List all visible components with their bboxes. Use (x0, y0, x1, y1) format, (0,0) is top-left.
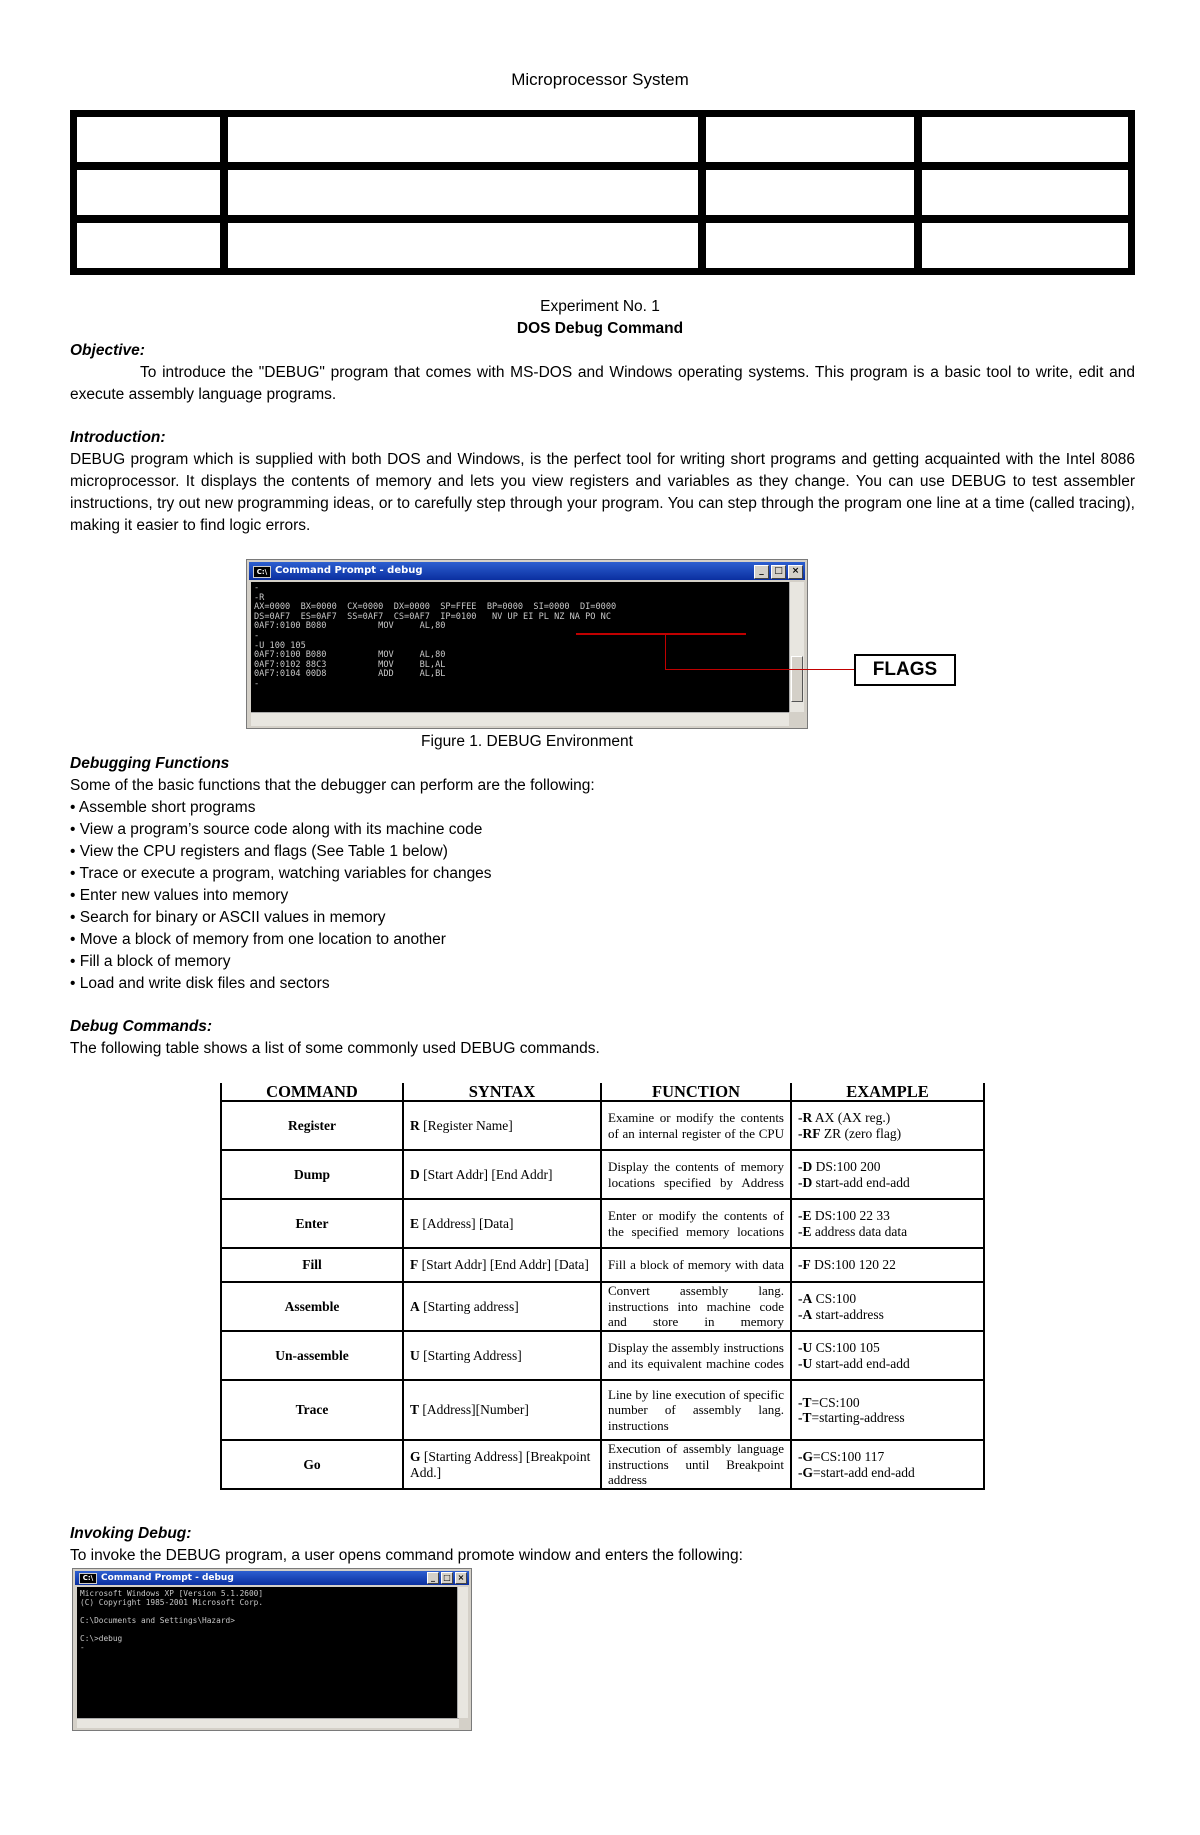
introduction-heading: Introduction: (70, 429, 166, 446)
info-cell (228, 223, 698, 268)
column-header: EXAMPLE (791, 1083, 984, 1101)
table-row (221, 1440, 984, 1489)
column-header: FUNCTION (601, 1083, 791, 1101)
info-cell (228, 117, 698, 162)
console-title: Command Prompt - debug (101, 1573, 234, 1583)
command-cell: Enter (221, 1199, 403, 1248)
command-cell: Trace (221, 1380, 403, 1440)
info-cell (922, 117, 1128, 162)
list-item: • Enter new values into memory (70, 887, 289, 904)
list-item: • Fill a block of memory (70, 953, 231, 970)
debug-console-window-2 (72, 1568, 472, 1731)
syntax-cell: U [Starting Address] (403, 1331, 601, 1380)
syntax-cell: D [Start Addr] [End Addr] (403, 1150, 601, 1199)
info-cell (77, 170, 220, 215)
syntax-cell: A [Starting address] (403, 1282, 601, 1331)
experiment-number: Experiment No. 1 (540, 298, 660, 315)
minimize-button[interactable]: _ (427, 1572, 439, 1584)
info-cell (77, 223, 220, 268)
info-cell (922, 170, 1128, 215)
console-title-bar (249, 562, 805, 580)
console-output: Microsoft Windows XP [Version 5.1.2600] (C) Copyright 1985-2001 Microsoft Corp. C:\Documents and Settings\Hazard> C:\>debug - (77, 1587, 459, 1718)
page-header: Microprocessor System (511, 70, 689, 89)
syntax-cell: T [Address][Number] (403, 1380, 601, 1440)
debug-commands-intro: The following table shows a list of some commonly used DEBUG commands. (70, 1040, 600, 1057)
command-cell: Un-assemble (221, 1331, 403, 1380)
invoking-heading: Invoking Debug: (70, 1525, 192, 1542)
syntax-cell: E [Address] [Data] (403, 1199, 601, 1248)
cmd-icon: C:\ (79, 1573, 97, 1584)
table-row (221, 1101, 984, 1150)
debug-commands-heading: Debug Commands: (70, 1018, 213, 1035)
function-cell: Fill a block of memory with data (601, 1248, 791, 1282)
vertical-scrollbar[interactable] (457, 1587, 468, 1718)
debug-commands-table (220, 1083, 985, 1490)
objective-text: To introduce the "DEBUG" program that comes with MS-DOS and Windows operating systems. This program is a basic tool to write, edit and execute assembly language programs. (70, 364, 1135, 403)
info-cell (77, 117, 220, 162)
example-cell: -G=CS:100 117 -G=start-add end-add (791, 1440, 984, 1489)
info-cell (706, 170, 914, 215)
table-header-row (221, 1083, 984, 1101)
function-cell: Display the assembly instructions and its equivalent machine codes (601, 1331, 791, 1380)
introduction-text: DEBUG program which is supplied with both DOS and Windows, is the perfect tool for writing short programs and getting acquainted with the Intel 8086 microprocessor. It displays the contents of memory and lets you view registers and variables as they change. You can use DEBUG to test assembler instructions, try out new programming ideas, or to carefully step through your program. You can step through the program one line at a time (called tracing), making it easier to find logic errors. (70, 451, 1135, 534)
function-cell: Execution of assembly language instructions until Breakpoint address (601, 1440, 791, 1489)
flags-leader-line (665, 669, 855, 670)
horizontal-scrollbar[interactable] (251, 712, 789, 726)
debugging-functions-intro: Some of the basic functions that the debugger can perform are the following: (70, 777, 595, 794)
table-row (221, 1199, 984, 1248)
scrollbar-thumb[interactable] (791, 656, 803, 702)
function-cell: Examine or modify the contents of an internal register of the CPU (601, 1101, 791, 1150)
command-cell: Assemble (221, 1282, 403, 1331)
example-cell: -U CS:100 105 -U start-add end-add (791, 1331, 984, 1380)
syntax-cell: G [Starting Address] [Breakpoint Add.] (403, 1440, 601, 1489)
list-item: • Move a block of memory from one location to another (70, 931, 446, 948)
table-row (221, 1282, 984, 1331)
flags-leader-line (665, 634, 666, 670)
info-cell (922, 223, 1128, 268)
table-row (221, 1248, 984, 1282)
console-output: - -R AX=0000 BX=0000 CX=0000 DX=0000 SP=FFEE BP=0000 SI=0000 DI=0000 DS=0AF7 ES=0AF7 SS=0AF7 CS=0AF7 IP=0100 NV UP EI PL NZ NA PO NC 0AF7:0100 B080 MOV AL,80 - -U 100 105 0AF7:0100 B080 MOV AL,80 0AF7:0102 88C3 MOV BL,AL 0AF7:0104 00D8 ADD AL,BL - (251, 582, 789, 712)
console-title: Command Prompt - debug (275, 565, 423, 576)
syntax-cell: R [Register Name] (403, 1101, 601, 1150)
column-header: COMMAND (221, 1083, 403, 1101)
maximize-button[interactable]: □ (441, 1572, 453, 1584)
list-item: • Load and write disk files and sectors (70, 975, 330, 992)
function-cell: Convert assembly lang. instructions into machine code and store in memory (601, 1282, 791, 1331)
example-cell: -A CS:100 -A start-address (791, 1282, 984, 1331)
flags-underline (576, 633, 746, 635)
list-item: • Search for binary or ASCII values in memory (70, 909, 386, 926)
maximize-button[interactable]: □ (771, 565, 786, 579)
console-title-bar (75, 1571, 469, 1585)
debugging-functions-heading: Debugging Functions (70, 755, 230, 772)
objective-heading: Objective: (70, 342, 145, 359)
command-cell: Go (221, 1440, 403, 1489)
figure1-caption: Figure 1. DEBUG Environment (421, 733, 633, 750)
example-cell: -F DS:100 120 22 (791, 1248, 984, 1282)
example-cell: -D DS:100 200 -D start-add end-add (791, 1150, 984, 1199)
info-cell (706, 223, 914, 268)
list-item: • Trace or execute a program, watching variables for changes (70, 865, 492, 882)
debug-console-window (246, 559, 808, 729)
info-table (70, 110, 1135, 275)
function-cell: Display the contents of memory locations specified by Address (601, 1150, 791, 1199)
example-cell: -R AX (AX reg.) -RF ZR (zero flag) (791, 1101, 984, 1150)
invoking-text: To invoke the DEBUG program, a user opens command promote window and enters the following: (70, 1547, 743, 1564)
command-cell: Register (221, 1101, 403, 1150)
close-button[interactable]: × (455, 1572, 467, 1584)
debugging-functions-list (70, 797, 492, 995)
list-item: • View the CPU registers and flags (See Table 1 below) (70, 843, 448, 860)
flags-label: FLAGS (854, 654, 956, 686)
command-cell: Dump (221, 1150, 403, 1199)
example-cell: -T=CS:100 -T=starting-address (791, 1380, 984, 1440)
function-cell: Line by line execution of specific number of assembly lang. instructions (601, 1380, 791, 1440)
experiment-title: DOS Debug Command (516, 320, 684, 337)
syntax-cell: F [Start Addr] [End Addr] [Data] (403, 1248, 601, 1282)
example-cell: -E DS:100 22 33 -E address data data (791, 1199, 984, 1248)
horizontal-scrollbar[interactable] (77, 1718, 459, 1728)
minimize-button[interactable]: _ (754, 565, 769, 579)
vertical-scrollbar[interactable] (789, 582, 804, 712)
table-row (221, 1380, 984, 1440)
list-item: • View a program’s source code along with its machine code (70, 821, 483, 838)
list-item: • Assemble short programs (70, 799, 256, 816)
cmd-icon: C:\ (253, 566, 271, 578)
info-cell (228, 170, 698, 215)
column-header: SYNTAX (403, 1083, 601, 1101)
command-cell: Fill (221, 1248, 403, 1282)
table-row (221, 1150, 984, 1199)
table-row (221, 1331, 984, 1380)
close-button[interactable]: × (788, 565, 803, 579)
info-cell (706, 117, 914, 162)
function-cell: Enter or modify the contents of the specified memory locations (601, 1199, 791, 1248)
